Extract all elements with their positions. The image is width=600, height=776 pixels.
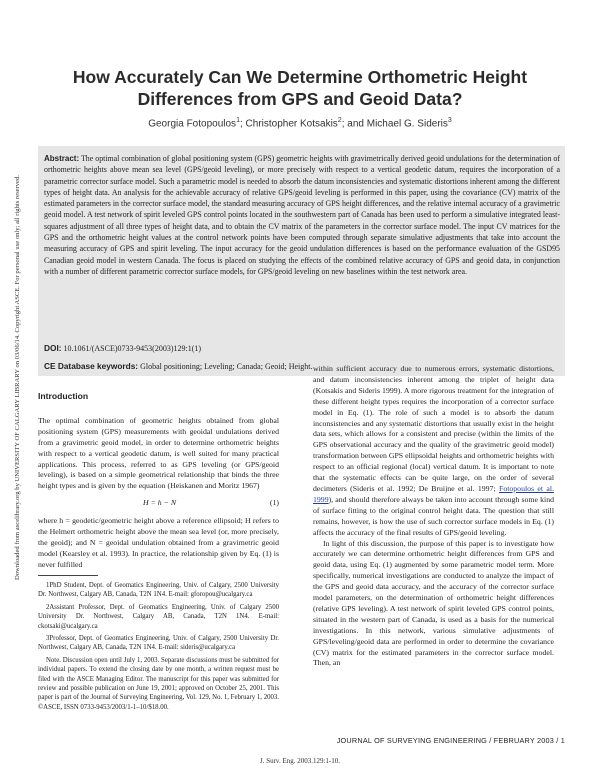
intro-paragraph: The optimal combination of geometric heights obtained from global positioning system (GPS) measurements with geoidal undulations derived from a gravimetric geoid model, in order to determine orthometric heights with respect to a vertical geodetic datum, is well suited for many practical applications. This process, referred to as GPS leveling (or GPS/geoid leveling), is based on a simple geometrical relationship that binds the three height types and is given by the equation (Heiskanen and Moritz 1967) <box>38 415 279 491</box>
intro-paragraph-2: where h = geodetic/geometric height above a reference ellipsoid; H refers to the Helmert orthometric height above the mean sea level (or, more precisely, the geoid); and N = geoidal undulation obtained from a gravimetric geoid model (Kearsley et al. 1993). In practice, the relationship given by Eq. (1) is never fulfilled <box>38 516 279 569</box>
doi-label: DOI: <box>44 343 62 353</box>
abstract <box>44 153 560 277</box>
right-paragraph-2: In light of this discussion, the purpose of this paper is to investigate how accurately we can determine orthometric height differences from GPS and geoid data, using Eq. (1) augmented by some parametric model term. More specifically, numerical investigations are conducted to analyze the impact of the GPS and geoid data accuracy, and the accuracy of the corrector surface model parameters, on the determination of orthometric height differences (relative GPS leveling). A test network of spirit leveled GPS control points, situated in the western part of Canada, is used as a basis for the numerical investigations. In this network, various simulative adjustments of GPS/leveling/geoid data are performed in order to determine the covariance (CV) matrix for the estimated parameters in the corrector surface model. Then, an <box>313 538 554 668</box>
introduction-heading: Introduction <box>38 391 89 401</box>
right-paragraph-1-text: within sufficient accuracy due to numerous errors, systematic distortions, and datum inconsistencies inherent among the triplet of height data (Kotsakis and Sideris 1999). A more rigorous treatment for the integration of these different height types requires the incorporation of a corrector surface model in Eq. (1). The role of such a model is to absorb the datum inconsistencies and any systematic distortions that usually exist in the height data sets, which allows for a consistent and precise (within the limits of the GPS observational accuracy and the quality of the gravimetric geoid model) transformation between GPS ellipsoidal heights and orthometric heights with respect to an official regional (local) vertical datum. It is important to note that the systematic effects can be quite large, on the order of several decimeters (Sideris et al. 1992; De Bruijne et al. 1997; <box>313 364 554 493</box>
footnote-divider <box>38 575 98 576</box>
author-name: Georgia Fotopoulos <box>148 118 237 130</box>
abstract-label: Abstract: <box>44 154 80 163</box>
citation-line: J. Surv. Eng. 2003.129:1-10. <box>259 757 341 765</box>
equation-text: H = h − N <box>143 498 177 508</box>
page-footer: JOURNAL OF SURVEYING ENGINEERING / FEBRUARY 2003 / 1 <box>336 736 565 745</box>
paper-title <box>40 66 560 110</box>
download-watermark-text: Downloaded from ascelibrary.org by UNIVERSITY OF CALGARY LIBRARY on 03/06/14. Copyright ASCE. For personal use only; all rights reserved. <box>14 175 21 580</box>
author-affiliation-mark: 3 <box>447 117 452 124</box>
footnotes <box>38 581 279 715</box>
doi <box>44 343 560 353</box>
equation-number: (1) <box>269 498 279 508</box>
keywords-value: Global positioning; Leveling; Canada; Geoid; Height. <box>140 362 313 371</box>
title-line-1: How Accurately Can We Determine Orthometric Height <box>72 67 528 87</box>
equation-1 <box>38 498 279 509</box>
author-separator: ; and <box>341 118 367 130</box>
left-column <box>38 391 279 571</box>
footnote-2: 2Assistant Professor, Dept. of Geomatics Engineering, Univ. of Calgary 2500 University Dr. Northwest, Calgary AB, Canada, T2N 1N4. E-mail: ckotsaki@ucalgary.ca <box>38 603 279 630</box>
author-separator: ; <box>239 118 246 130</box>
footnote-3: 3Professor, Dept. of Geomatics Engineering, Univ. of Calgary, 2500 University Dr. Northwest, Calgary AB, Canada, T2N 1N4. E-mail: sideris@ucalgary.ca <box>38 635 279 652</box>
right-paragraph-1-end: ), and should therefore always be taken into account through some kind of surface fitting to the original control height data. The question that still remains, however, is how the use of such corrector surface models in Eq. (1) affects the accuracy of the final results of GPS/geoid leveling. <box>313 494 554 537</box>
abstract-text: The optimal combination of global positioning system (GPS) geometric heights with gravimetrically derived geoid undulations for the determination of orthometric heights above mean sea level (GPS/geoid leveling), or more precisely with respect to a vertical geodetic datum, requires the incorporation of a parametric corrector surface model. Such a parametric model is needed to absorb the datum inconsistencies and systematic distortions inherent among the different types of height data. An analysis for the achievable accuracy of relative GPS/geoid leveling is performed in this paper, using the covariance (CV) matrix of the estimated parameters in the corrector surface model, the standard measuring accuracy of GPS height differences, and the relative internal accuracy of a gravimetric geoid model. A test network of spirit leveled GPS control points located in the southwestern part of Canada has been used to perform a simulative integrated least-squares adjustment of all three types of height data, and to obtain the CV matrix of the parameters in the corrector surface model. The input CV matrices for the GPS and the orthometric height values at the control network points have been computed through separate simulative adjustments that take into account the measuring accuracy of GPS and spirit leveling. The input accuracy for the geoid undulation differences is based on the performance evaluation of the GSD95 Canadian geoid model in western Canada. The focus is placed on studying the effects of the combined relative accuracy of GPS and geoid data, in conjunction with a number of different parametric corrector surface models, for GPS/geoid leveling on new baselines within the test network area. <box>44 154 560 276</box>
submission-note: Note. Discussion open until July 1, 2003. Separate discussions must be submitted for individual papers. To extend the closing date by one month, a written request must be filed with the ASCE Managing Editor. The manuscript for this paper was submitted for review and possible publication on June 19, 2001; approved on October 25, 2001. This paper is part of the Journal of Surveying Engineering, Vol. 129, No. 1, February 1, 2003. ©ASCE, ISSN 0733-9453/2003/1-1–10/$18.00. <box>38 656 279 711</box>
keywords-label: CE Database keywords: <box>44 361 139 371</box>
author-affiliation-mark: 1 <box>236 117 240 124</box>
title-line-2: Differences from GPS and Geoid Data? <box>137 89 463 109</box>
download-watermark <box>2 110 21 580</box>
right-paragraph-1 <box>313 364 554 539</box>
author-affiliation-mark: 2 <box>337 117 342 124</box>
footnote-1: 1PhD Student, Dept. of Geomatics Engineering, Univ. of Calgary, 2500 University Dr. Northwest, Calgary AB, Canada, T2N 1N4. E-mail: gforopou@ucalgary.ca <box>38 582 279 599</box>
author-name: Christopher Kotsakis <box>245 118 338 130</box>
right-column <box>313 364 554 669</box>
reference-link[interactable]: Fotopoulos et al. 1999 <box>313 483 554 504</box>
doi-value[interactable]: 10.1061/(ASCE)0733-9453(2003)129:1(1) <box>63 344 202 353</box>
author-name: Michael G. Sideris <box>366 118 448 130</box>
author-list <box>40 117 560 129</box>
